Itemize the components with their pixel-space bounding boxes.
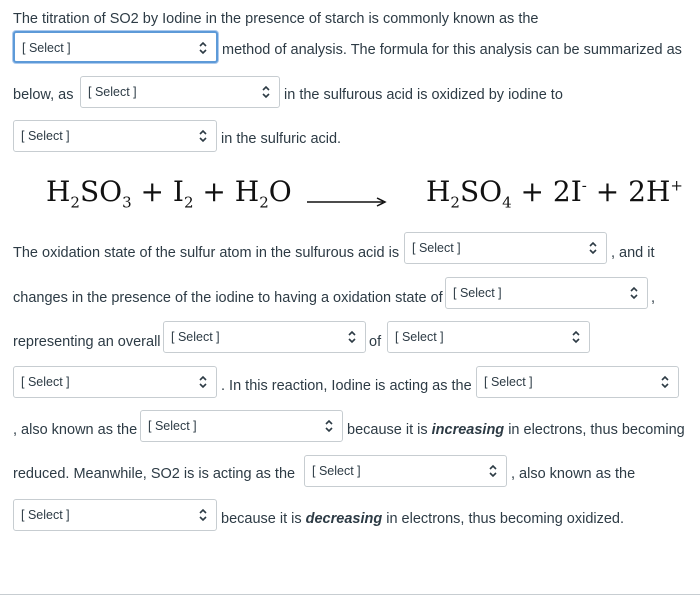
question-text: representing an overall xyxy=(13,334,161,350)
chemical-equation-products xyxy=(426,175,683,219)
chevron-up-down-icon xyxy=(588,241,598,255)
chevron-up-down-icon xyxy=(347,330,357,344)
question-text: , also known as the xyxy=(511,466,636,482)
chevron-up-down-icon xyxy=(324,419,334,433)
question-text: , xyxy=(651,290,656,306)
question-text: The titration of SO2 by Iodine in the presence of starch is commonly known as the xyxy=(13,11,539,27)
select-placeholder: [ Select ] xyxy=(171,330,220,344)
select-dropdown-4[interactable] xyxy=(404,232,607,264)
reactant-i2: $I_2$ xyxy=(172,175,194,212)
chevron-up-down-icon xyxy=(198,129,208,143)
question-text: The oxidation state of the sulfur atom in the sulfurous acid is xyxy=(13,245,400,261)
select-placeholder: [ Select ] xyxy=(88,85,137,99)
plus-sign: + xyxy=(131,175,173,208)
chevron-up-down-icon xyxy=(261,85,271,99)
reactant-h2so3: $H_2SO_3$ xyxy=(46,175,132,212)
select-dropdown-5[interactable] xyxy=(445,277,648,309)
select-placeholder: [ Select ] xyxy=(484,375,533,389)
question-text: . In this reaction, Iodine is acting as the xyxy=(221,378,472,394)
select-dropdown-1[interactable] xyxy=(13,31,218,63)
question-text: reduced. Meanwhile, SO2 is is acting as the xyxy=(13,466,296,482)
chevron-up-down-icon xyxy=(629,286,639,300)
select-dropdown-3[interactable] xyxy=(13,120,217,152)
question-text: , also known as the xyxy=(13,422,138,438)
reactant-h2o: $H_2O$ xyxy=(234,175,292,212)
select-dropdown-8[interactable] xyxy=(13,366,217,398)
product-iodide: + 2I- xyxy=(511,175,587,208)
chevron-up-down-icon xyxy=(198,375,208,389)
question-text: , and it xyxy=(611,245,655,261)
select-placeholder: [ Select ] xyxy=(453,286,502,300)
divider xyxy=(0,594,700,595)
select-placeholder: [ Select ] xyxy=(395,330,444,344)
chevron-up-down-icon xyxy=(488,464,498,478)
select-placeholder: [ Select ] xyxy=(21,508,70,522)
chevron-up-down-icon xyxy=(198,508,208,522)
select-dropdown-2[interactable] xyxy=(80,76,280,108)
question-text: of xyxy=(369,334,382,350)
select-dropdown-11[interactable] xyxy=(304,455,507,487)
select-dropdown-6[interactable] xyxy=(163,321,366,353)
product-h2so4: $H_2SO_4$ xyxy=(426,175,512,212)
question-text: method of analysis. The formula for this analysis can be summarized as xyxy=(222,42,682,58)
select-placeholder: [ Select ] xyxy=(21,375,70,389)
select-placeholder: [ Select ] xyxy=(21,129,70,143)
question-text: because it is decreasing in electrons, thus becoming oxidized. xyxy=(221,511,625,527)
chemical-equation xyxy=(46,175,292,219)
select-dropdown-12[interactable] xyxy=(13,499,217,531)
product-hydrogen-ion: + 2H+ xyxy=(586,175,683,208)
chevron-up-down-icon xyxy=(198,41,208,55)
question-text: changes in the presence of the iodine to having a oxidation state of xyxy=(13,290,443,306)
select-placeholder: [ Select ] xyxy=(22,41,71,55)
question-text: in the sulfuric acid. xyxy=(221,131,342,147)
chevron-up-down-icon xyxy=(660,375,670,389)
select-placeholder: [ Select ] xyxy=(312,464,361,478)
question-text: because it is increasing in electrons, thus becoming xyxy=(347,422,685,438)
question-text: below, as xyxy=(13,87,74,103)
select-placeholder: [ Select ] xyxy=(148,419,197,433)
select-dropdown-7[interactable] xyxy=(387,321,590,353)
question-text: in the sulfurous acid is oxidized by iodine to xyxy=(284,87,563,103)
reaction-arrow-icon xyxy=(307,197,387,207)
plus-sign: + xyxy=(193,175,235,208)
select-dropdown-10[interactable] xyxy=(140,410,343,442)
select-dropdown-9[interactable] xyxy=(476,366,679,398)
chevron-up-down-icon xyxy=(571,330,581,344)
select-placeholder: [ Select ] xyxy=(412,241,461,255)
